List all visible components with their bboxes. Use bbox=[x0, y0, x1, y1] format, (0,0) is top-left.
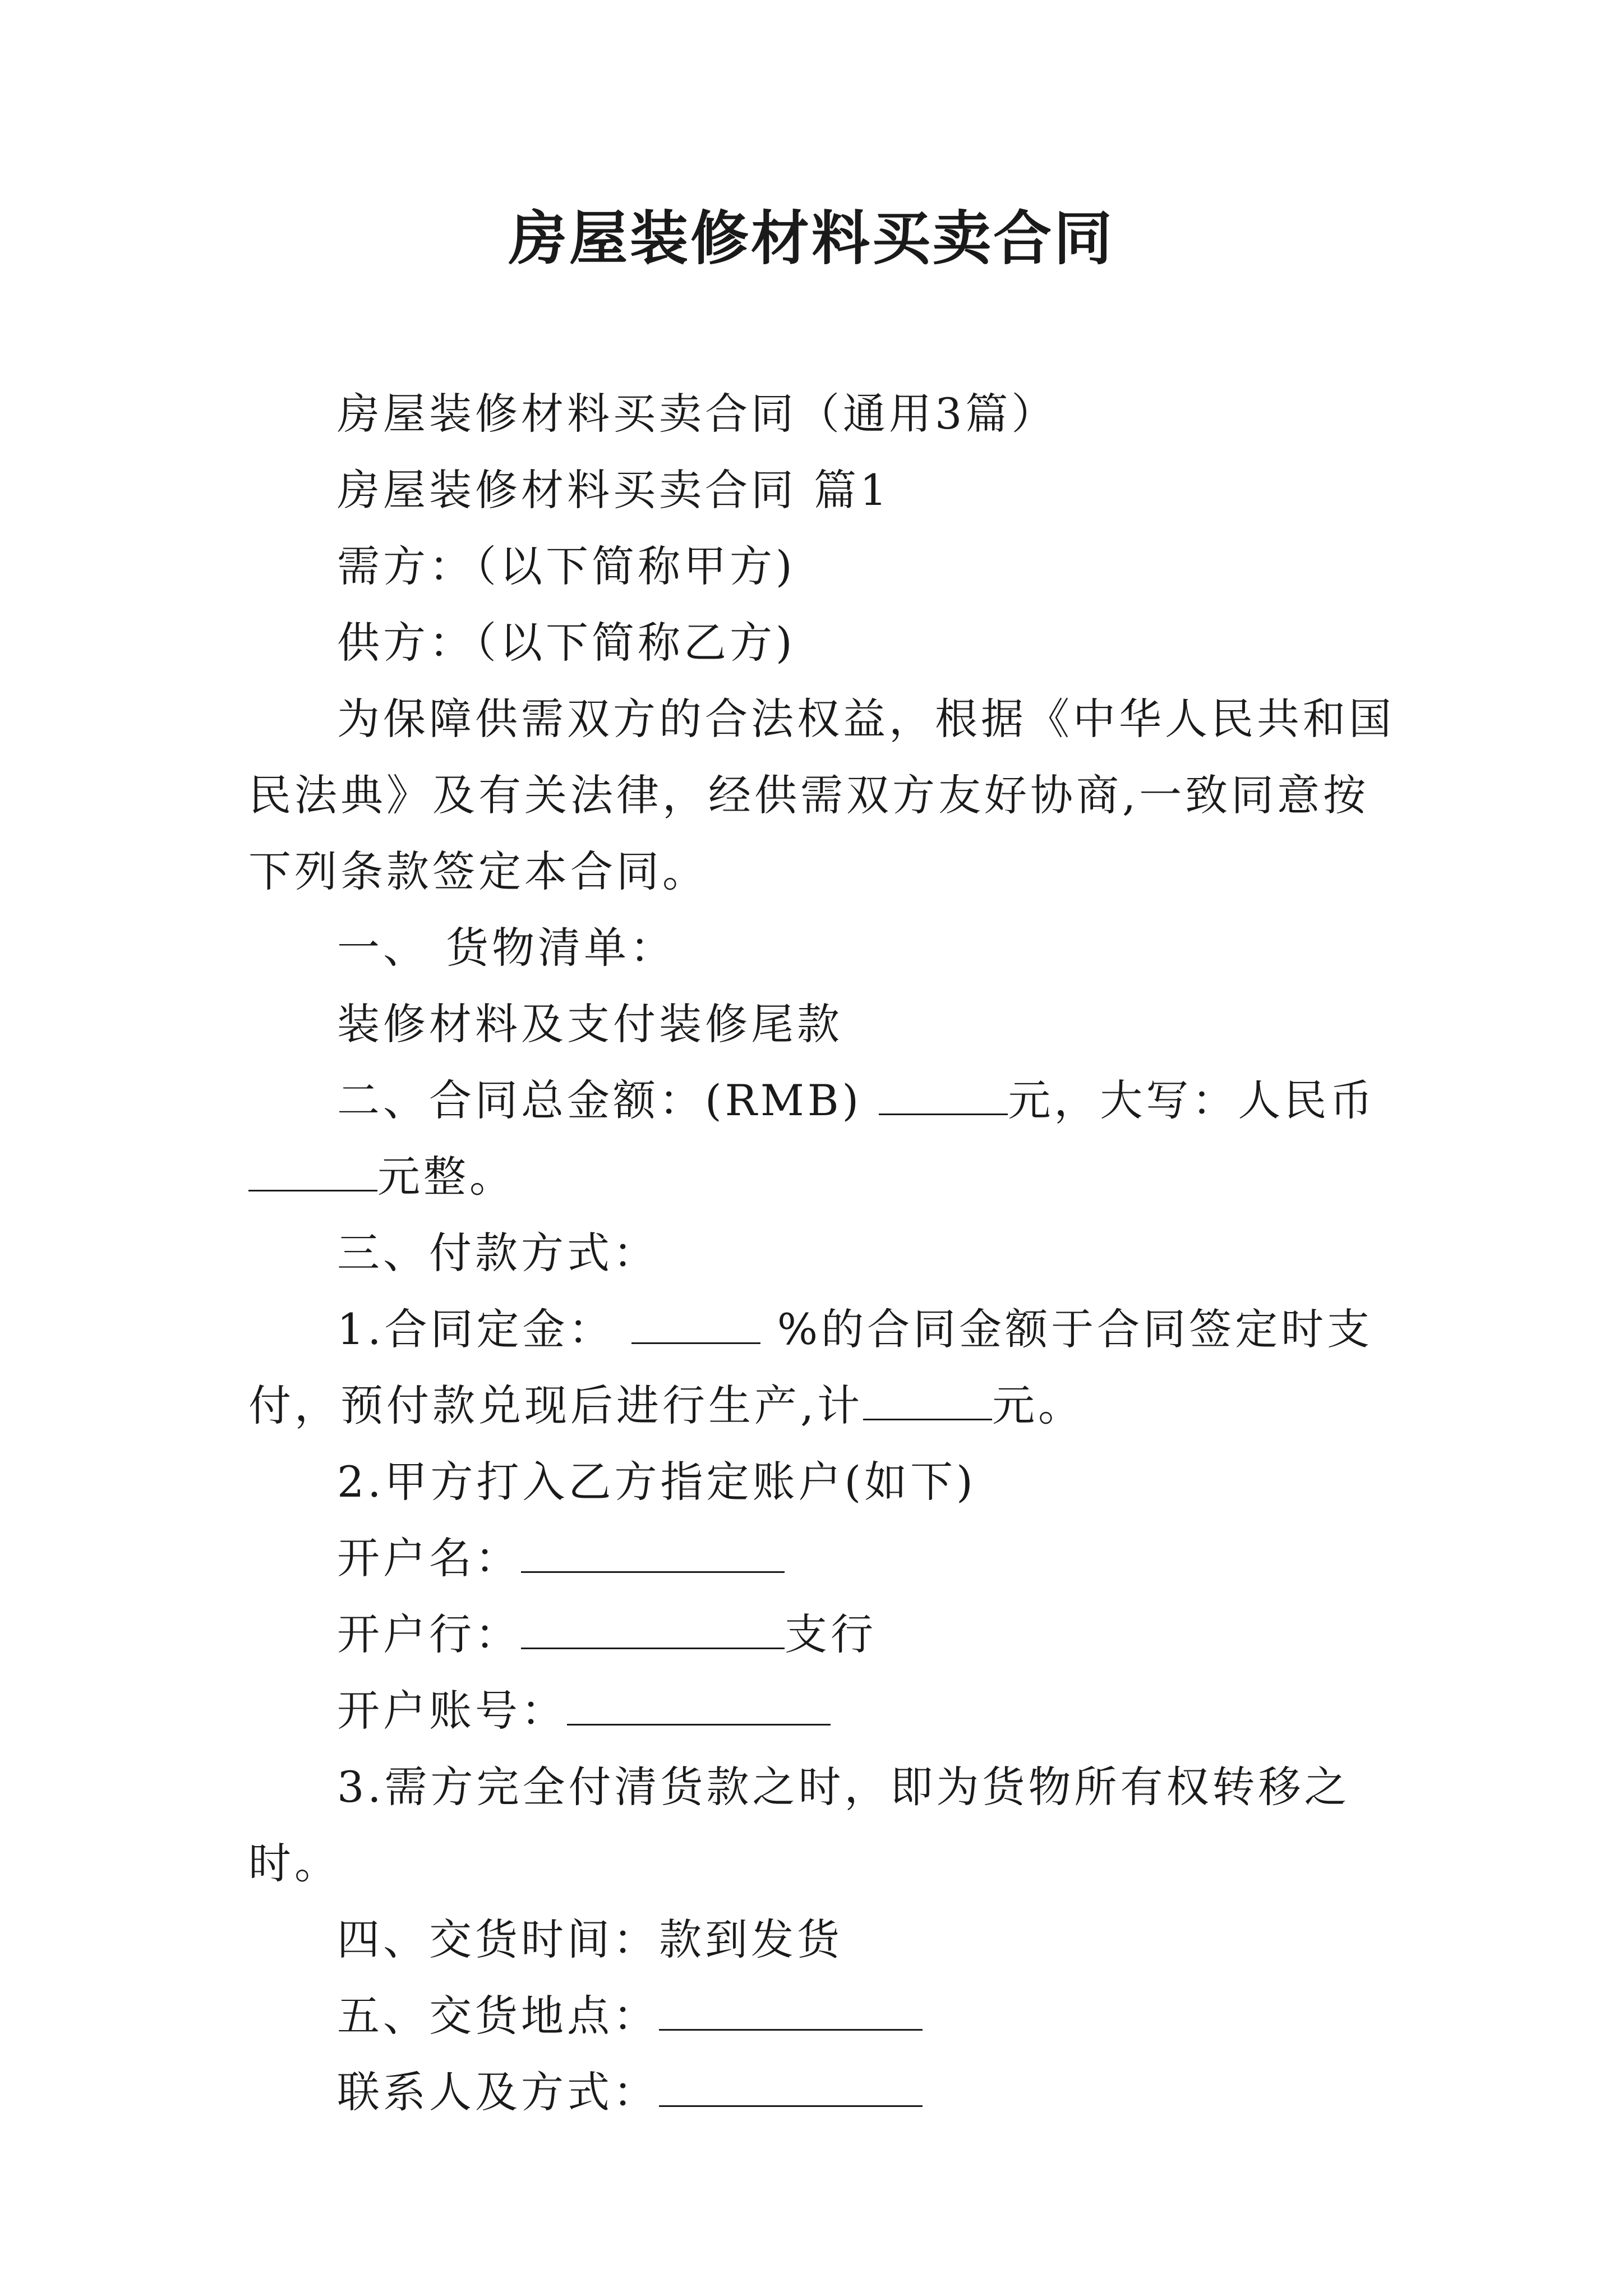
account-bank-blank bbox=[521, 1609, 785, 1649]
deposit-label: 1.合同定金： bbox=[337, 1304, 615, 1354]
intro-paragraph: 为保障供需双方的合法权益，根据《中华人民共和国民法典》及有关法律，经供需双方友好协商,一致同意按下列条款签定本合同。 bbox=[248, 694, 1395, 896]
section2-amount-label: 二、合同总金额：(RMB) bbox=[337, 1075, 863, 1125]
amount-number-blank bbox=[879, 1075, 1008, 1115]
contact-blank bbox=[659, 2067, 923, 2107]
account-number-line bbox=[248, 1673, 1409, 1749]
section1-content: 装修材料及支付装修尾款 bbox=[337, 999, 843, 1049]
deposit-amount-blank bbox=[863, 1381, 992, 1420]
payment-item-1 bbox=[248, 1291, 1409, 1444]
account-number-blank bbox=[567, 1686, 831, 1726]
section2-paragraph bbox=[248, 1062, 1409, 1215]
payment-item-2: 2.甲方打入乙方指定账户(如下) bbox=[337, 1457, 976, 1507]
subtitle: 房屋装修材料买卖合同（通用3篇） bbox=[337, 389, 1058, 439]
section3-heading: 三、付款方式： bbox=[337, 1228, 659, 1278]
amount-uppercase-blank bbox=[248, 1152, 377, 1191]
payment-item-3: 3.需方完全付清货款之时，即为货物所有权转移之时。 bbox=[248, 1762, 1350, 1888]
section4-line: 四、交货时间：款到发货 bbox=[337, 1915, 843, 1964]
document-body bbox=[248, 376, 1409, 2131]
section5-line bbox=[248, 1978, 1409, 2054]
account-bank-line bbox=[248, 1596, 1409, 1673]
contact-line bbox=[248, 2054, 1409, 2131]
section2-suffix: 元整。 bbox=[377, 1152, 515, 1202]
deposit-percent-blank bbox=[631, 1304, 760, 1344]
account-name-blank bbox=[521, 1533, 785, 1573]
deposit-text: %的合同金额于合同签定时支付，预付款兑现后进行生产,计 bbox=[248, 1304, 1373, 1430]
delivery-location-label: 五、交货地点： bbox=[337, 1991, 659, 2041]
contact-label: 联系人及方式： bbox=[337, 2067, 659, 2117]
buyer-line: 需方：（以下简称甲方) bbox=[337, 541, 796, 591]
seller-line: 供方：（以下简称乙方) bbox=[337, 618, 796, 668]
account-number-label: 开户账号： bbox=[337, 1686, 567, 1736]
section2-uppercase-label: 元，大写：人民币 bbox=[1008, 1075, 1376, 1125]
account-name-label: 开户名： bbox=[337, 1533, 521, 1583]
section1-heading: 一、 货物清单： bbox=[337, 923, 676, 973]
delivery-location-blank bbox=[659, 1991, 923, 2031]
document-title: 房屋装修材料买卖合同 bbox=[508, 204, 1114, 273]
account-bank-suffix: 支行 bbox=[785, 1609, 877, 1659]
account-bank-label: 开户行： bbox=[337, 1609, 521, 1659]
part-heading: 房屋装修材料买卖合同 篇1 bbox=[337, 465, 891, 515]
deposit-suffix: 元。 bbox=[992, 1381, 1085, 1430]
account-name-line bbox=[248, 1520, 1409, 1596]
